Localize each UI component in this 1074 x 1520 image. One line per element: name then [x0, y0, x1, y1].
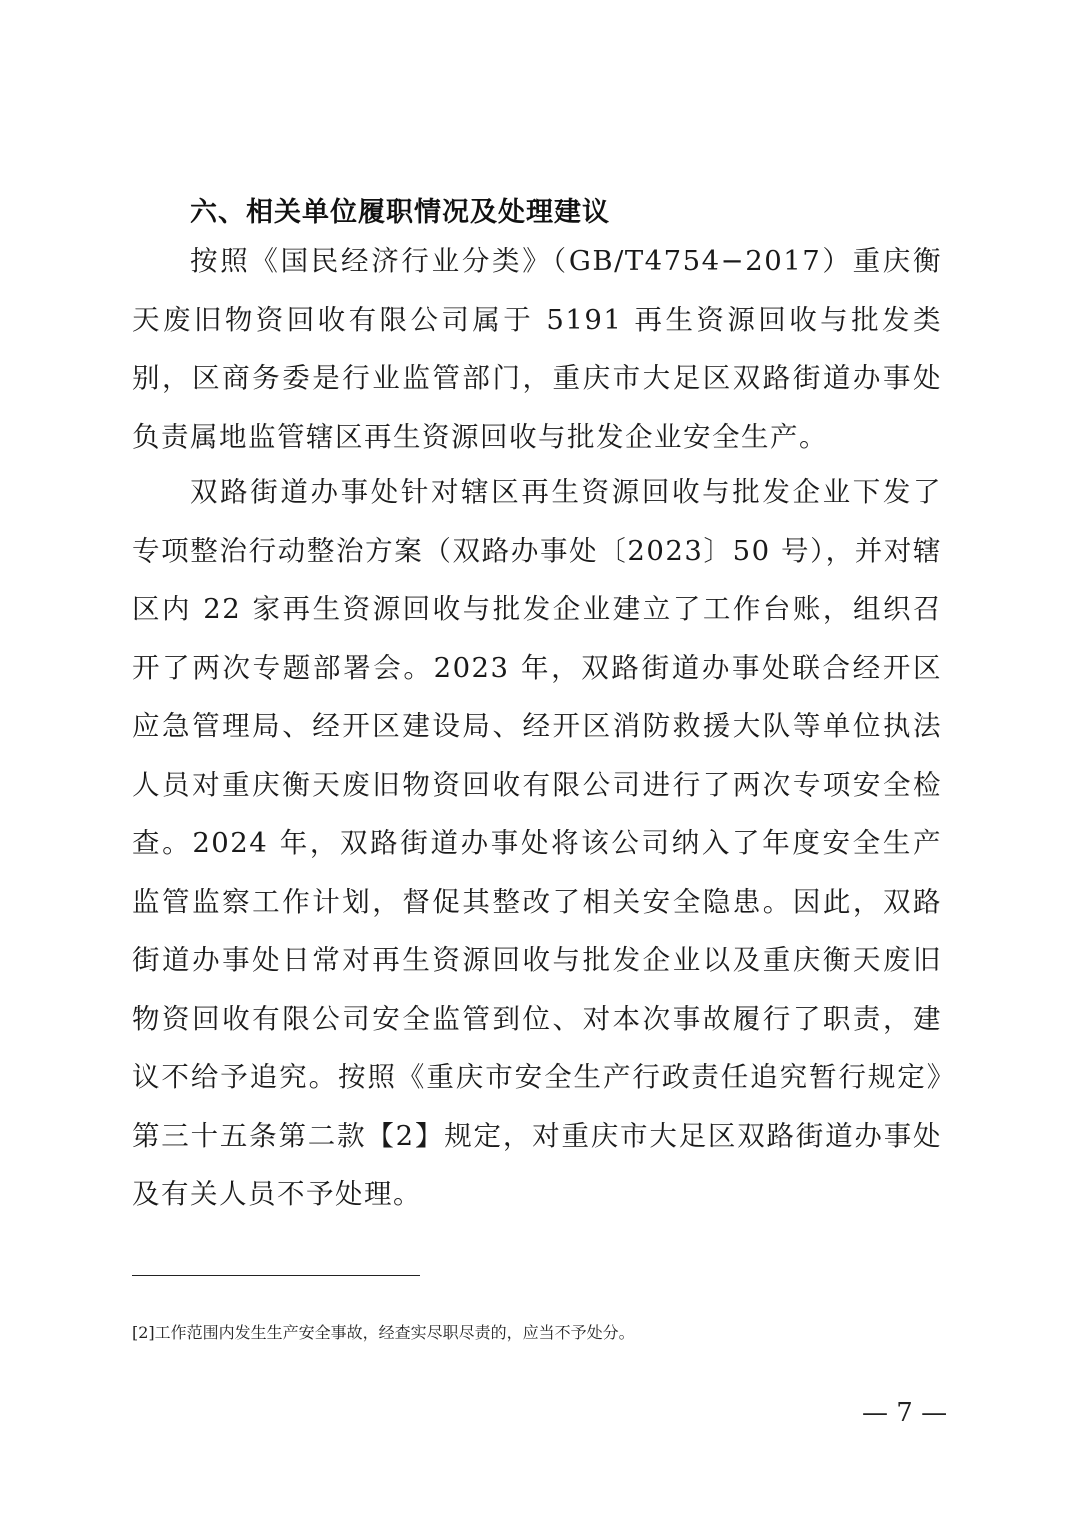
footnote-divider: [132, 1275, 420, 1276]
page-number: — 7 —: [862, 1398, 948, 1428]
footnote: [2]工作范围内发生生产安全事故，经查实尽职尽责的，应当不予处分。: [132, 1323, 635, 1342]
body-paragraph-1: 按照《国民经济行业分类》（GB/T4754−2017）重庆衡天废旧物资回收有限公司属于 5191 再生资源回收与批发类别，区商务委是行业监管部门，重庆市大足区双路街道办事处负责属地监管辖区再生资源回收与批发企业安全生产。: [132, 245, 942, 453]
section-heading: 六、相关单位履职情况及处理建议: [190, 197, 610, 228]
body-paragraph-2: 双路街道办事处针对辖区再生资源回收与批发企业下发了专项整治行动整治方案（双路办事处〔2023〕50 号），并对辖区内 22 家再生资源回收与批发企业建立了工作台账，组织召开了两次专题部署会。2023 年，双路街道办事处联合经开区应急管理局、经开区建设局、经开区消防救援大队等单位执法人员对重庆衡天废旧物资回收有限公司进行了两次专项安全检查。2024 年，双路街道办事处将该公司纳入了年度安全生产监管监察工作计划，督促其整改了相关安全隐患。因此，双路街道办事处日常对再生资源回收与批发企业以及重庆衡天废旧物资回收有限公司安全监管到位、对本次事故履行了职责，建议不给予追究。按照《重庆市安全生产行政责任追究暂行规定》第三十五条第二款【2】规定，对重庆市大足区双路街道办事处及有关人员不予处理。: [132, 476, 942, 1210]
